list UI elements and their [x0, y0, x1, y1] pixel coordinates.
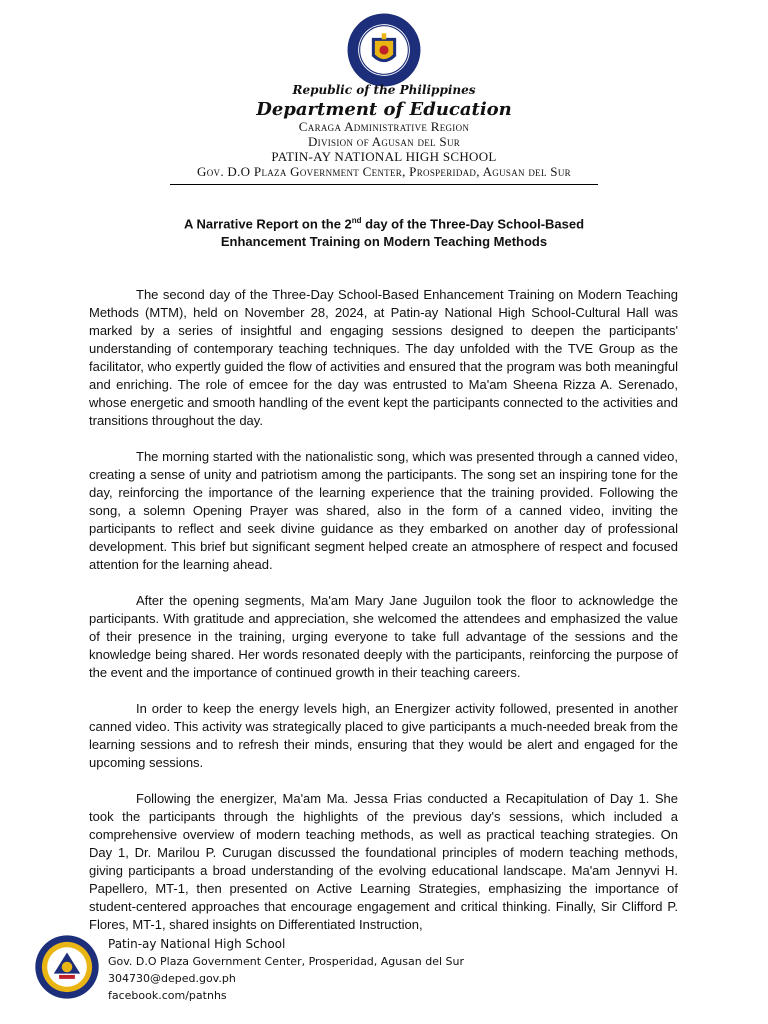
body-paragraph: In order to keep the energy levels high, an Energizer activity followed, presented in another canned video. This activity was strategically placed to give participants a much-needed break from the learning sessions and to refresh their minds, ensuring that they would be alert and engaged for the upcoming sessions.: [89, 701, 678, 770]
school-line: PATIN-AY NATIONAL HIGH SCHOOL: [271, 149, 497, 165]
footer-facebook[interactable]: facebook.com/patnhs: [108, 989, 227, 1002]
deped-seal-icon: [346, 12, 422, 88]
letterhead: [0, 84, 768, 180]
report-body: [89, 286, 678, 952]
body-paragraph: The morning started with the nationalistic song, which was presented through a canned video, creating a sense of unity and patriotism among the participants. The song set an inspiring tone for the day, reinforcing the importance of the learning experience that the training provided. Following the song, a solemn Opening Prayer was shared, also in the form of a canned video, inviting the participants to reflect and seek divine guidance as they embarked on another day of professional development. This brief but significant segment helped create an atmosphere of respect and focused attention for the learning ahead.: [89, 449, 678, 572]
address-line: Gov. D.O Plaza Government Center, Prosperidad, Agusan del Sur: [197, 164, 571, 180]
footer-contact: [108, 936, 464, 1004]
footer: [34, 932, 734, 1012]
region-line: Caraga Administrative Region: [298, 119, 470, 135]
title-line-1: A Narrative Report on the 2nd day of the Three-Day School-Based: [183, 216, 585, 232]
footer-email[interactable]: 304730@deped.gov.ph: [108, 972, 236, 985]
title-line-2: Enhancement Training on Modern Teaching Methods: [220, 234, 548, 250]
footer-address: Gov. D.O Plaza Government Center, Prosperidad, Agusan del Sur: [108, 955, 464, 968]
report-title: [0, 212, 768, 251]
body-paragraph: The second day of the Three-Day School-Based Enhancement Training on Modern Teaching Methods (MTM), held on November 28, 2024, at Patin-ay National High School-Cultural Hall was marked by a series of insightful and engaging sessions designed to deepen the participants' understanding of contemporary teaching techniques. The day unfolded with the TVE Group as the facilitator, who expertly guided the flow of activities and ensured that the program was both meaningful and enriching. The role of emcee for the day was entrusted to Ma'am Sheena Rizza A. Serenado, whose energetic and smooth handling of the event kept the participants connected to the activities and transitions throughout the day.: [89, 287, 678, 428]
letterhead-divider: [170, 184, 598, 185]
school-seal-icon: [34, 934, 100, 1000]
republic-line: Republic of the Philippines: [292, 83, 476, 97]
division-line: Division of Agusan del Sur: [307, 134, 461, 150]
body-paragraph: After the opening segments, Ma'am Mary Jane Juguilon took the floor to acknowledge the participants. With gratitude and appreciation, she welcomed the attendees and emphasized the value of their presence in the training, urging everyone to take full advantage of the sessions and the knowledge being shared. Her words resonated deeply with the participants, reinforcing the purpose of the event and the importance of continued growth in their teaching careers.: [89, 593, 678, 680]
body-paragraph: Following the energizer, Ma'am Ma. Jessa Frias conducted a Recapitulation of Day 1. She took the participants through the highlights of the previous day's sessions, which included a comprehensive overview of modern teaching methods, as well as practical teaching strategies. On Day 1, Dr. Marilou P. Curugan discussed the foundational principles of modern teaching methods, giving participants a broad understanding of the evolving educational landscape. Ma'am Jennyvi H. Papellero, MT-1, then presented on Active Learning Strategies, emphasizing the importance of student-centered approaches that encourage engagement and critical thinking. Finally, Sir Clifford P. Flores, MT-1, shared insights on Differentiated Instruction,: [89, 791, 678, 932]
footer-school: Patin-ay National High School: [108, 937, 286, 951]
department-name: Department of Education: [256, 98, 512, 120]
